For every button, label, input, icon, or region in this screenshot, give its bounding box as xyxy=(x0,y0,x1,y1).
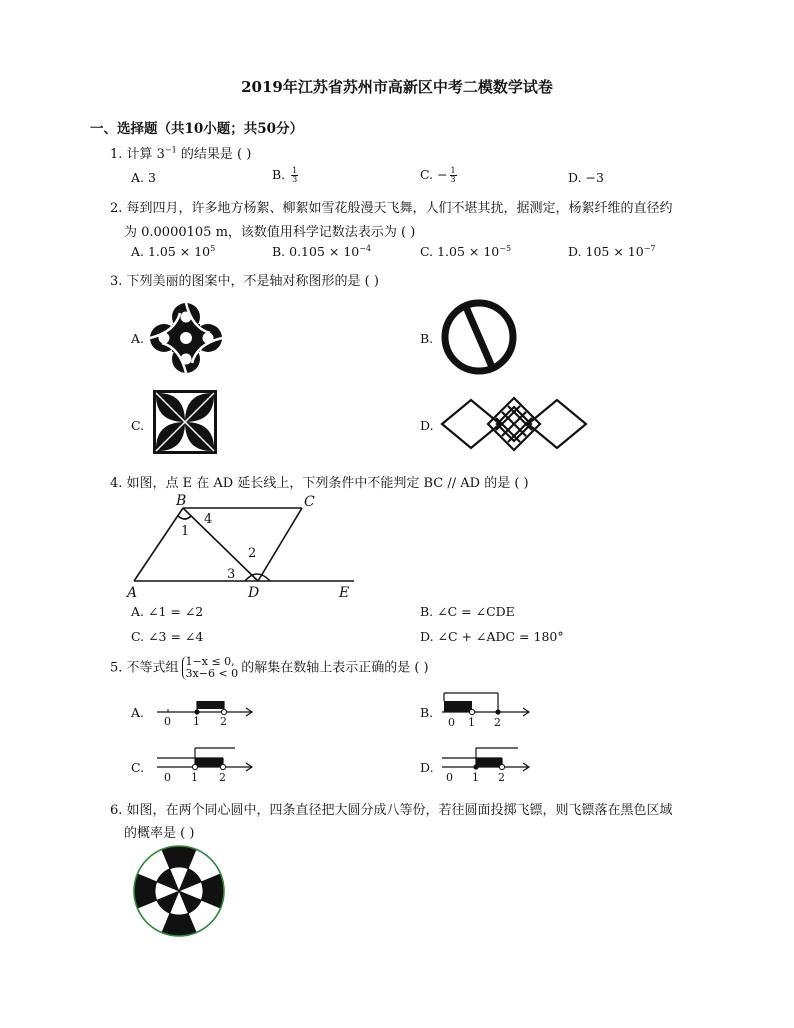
q4-option-c[interactable]: C. ∠3 = ∠4 xyxy=(131,629,204,644)
q3-option-c[interactable]: C. xyxy=(131,418,145,433)
angle-label-4: 4 xyxy=(204,512,213,527)
concentric-circles-dartboard xyxy=(132,844,226,938)
question-2-line1: 2. 每到四月，许多地方杨絮、柳絮如雪花般漫天飞舞，人们不堪其扰，据测定，杨絮纤维的直径约 xyxy=(110,201,673,216)
tick-label-2: 2 xyxy=(498,771,505,784)
q4-option-a[interactable]: A. ∠1 = ∠2 xyxy=(131,604,204,619)
tick-label-1: 1 xyxy=(472,771,479,784)
question-6-line1: 6. 如图，在两个同心圆中，四条直径把大圆分成八等份，若往圆面投掷飞镖，则飞镖落在黑色区域 xyxy=(110,803,673,818)
question-5-stem: 5. 不等式组 1−x ≤ 0, 3x−6 < 0 的解集在数轴上表示正确的是 ( ) xyxy=(110,655,429,680)
q4-option-b[interactable]: B. ∠C = ∠CDE xyxy=(420,604,515,619)
number-line-b xyxy=(440,690,532,728)
question-1-stem: 1. 计算 $3^{-1}$ 的结果是 ( ) xyxy=(110,145,252,162)
q2-option-b[interactable]: B. $0.105 \times 10^{-4}$ xyxy=(272,244,372,260)
tick-label-0: 0 xyxy=(164,715,171,728)
q3-option-a[interactable]: A. xyxy=(131,331,145,346)
question-4-stem: 4. 如图，点 E 在 AD 延长线上，下列条件中不能判定 BC // AD 的是 ( ) xyxy=(110,476,529,491)
page-title: 2019年江苏省苏州市高新区中考二模数学试卷 xyxy=(241,78,553,96)
section-heading: 一、选择题（共10小题；共50分） xyxy=(90,121,304,137)
point-label-c: C xyxy=(304,494,315,510)
point-label-b: B xyxy=(176,493,187,509)
tick-label-0: 0 xyxy=(446,771,453,784)
tick-label-2: 2 xyxy=(494,716,501,729)
q5-option-a[interactable]: A. xyxy=(131,705,145,720)
leaf-square-figure xyxy=(153,390,217,454)
fraction: $\frac{1}{3}$ xyxy=(292,166,298,184)
q1-option-d[interactable]: D. −3 xyxy=(568,170,604,185)
inequality-system: 1−x ≤ 0, 3x−6 < 0 xyxy=(182,656,239,680)
point-label-d: D xyxy=(248,585,260,601)
point-label-a: A xyxy=(127,585,138,601)
q5-option-b[interactable]: B. xyxy=(420,705,434,720)
tick-label-1: 1 xyxy=(193,715,200,728)
q2-option-d[interactable]: D. $105 \times 10^{-7}$ xyxy=(568,244,656,260)
angle-label-1: 1 xyxy=(181,524,190,539)
q1-option-c[interactable]: C. − $\frac{1}{3}$ xyxy=(420,166,456,184)
tick-label-2: 2 xyxy=(220,715,227,728)
number-line-c xyxy=(155,745,255,783)
tick-label-0: 0 xyxy=(164,771,171,784)
q5-option-c[interactable]: C. xyxy=(131,760,145,775)
slashed-circle-figure xyxy=(440,298,518,376)
question-6-line2: 的概率是 ( ) xyxy=(124,826,195,841)
q2-option-a[interactable]: A. $1.05 \times 10^5$ xyxy=(131,244,216,260)
q2-option-c[interactable]: C. $1.05 \times 10^{-5}$ xyxy=(420,244,512,260)
tick-label-0: 0 xyxy=(448,716,455,729)
tick-label-1: 1 xyxy=(468,716,475,729)
angle-label-2: 2 xyxy=(248,546,257,561)
point-label-e: E xyxy=(339,585,350,601)
fraction: $\frac{1}{3}$ xyxy=(450,166,456,184)
number-line-a xyxy=(155,696,255,728)
question-3-stem: 3. 下列美丽的图案中，不是轴对称图形的是 ( ) xyxy=(110,274,379,289)
q3-option-d[interactable]: D. xyxy=(420,418,434,433)
tick-label-2: 2 xyxy=(219,771,226,784)
q4-option-d[interactable]: D. ∠C + ∠ADC = 180° xyxy=(420,629,564,644)
angle-label-3: 3 xyxy=(227,567,236,582)
clover-knot-figure xyxy=(150,303,222,373)
q5-option-d[interactable]: D. xyxy=(420,760,434,775)
endless-knot-figure xyxy=(440,395,588,453)
parallelogram-figure xyxy=(124,490,364,602)
number-line-d xyxy=(440,745,532,783)
q1-option-a[interactable]: A. 3 xyxy=(131,170,156,185)
q3-option-b[interactable]: B. xyxy=(420,331,434,346)
q1-option-b[interactable]: B. $\frac{1}{3}$ xyxy=(272,166,298,184)
question-2-line2: 为 0.0000105 m，该数值用科学记数法表示为 ( ) xyxy=(124,225,416,240)
tick-label-1: 1 xyxy=(191,771,198,784)
